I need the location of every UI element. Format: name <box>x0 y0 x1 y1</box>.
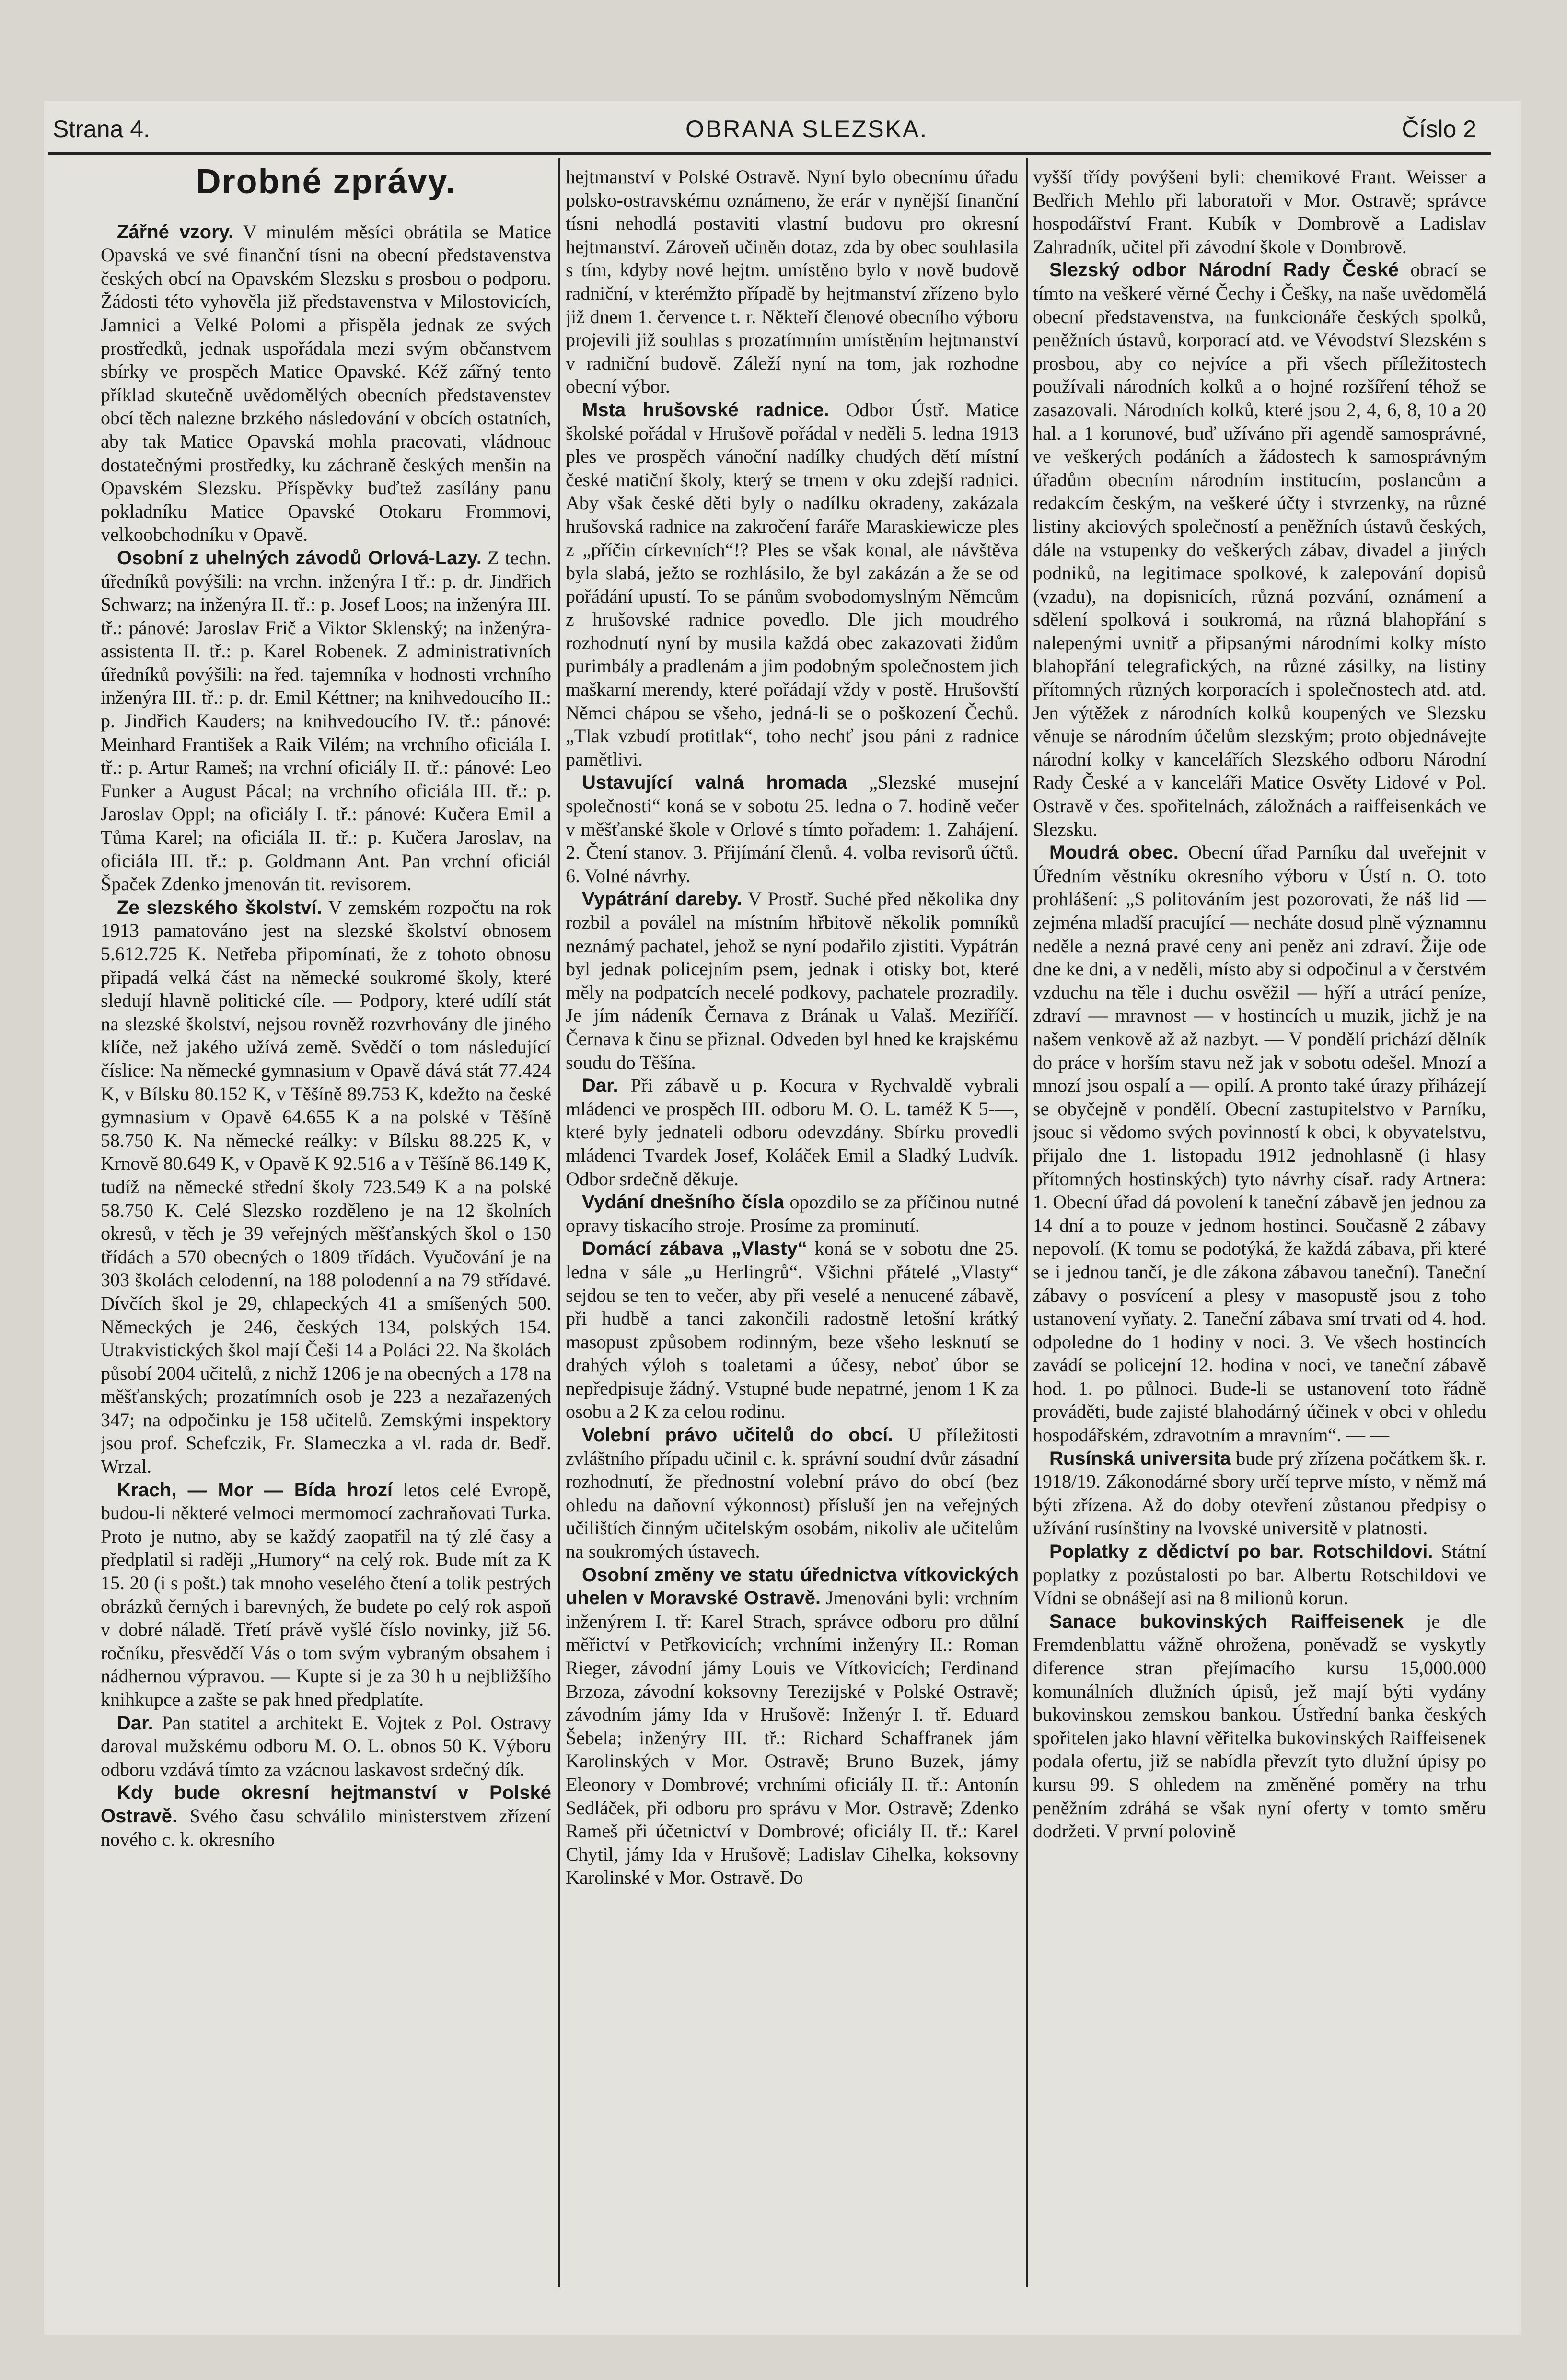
news-item-text: „Slezské musejní společnosti“ koná se v sobotu 25. ledna o 7. hodině večer v měšťanské škole v Orlové s tímto pořadem: 1. Zahájení. 2. Čtení stanov. 3. Přijímání členů. 4. volba revisorů účtů. 6. Volné návrhy. <box>566 771 1019 887</box>
news-item-heading: Vydání dnešního čísla <box>582 1191 784 1213</box>
column-divider-1 <box>558 158 560 2287</box>
news-item <box>566 887 1019 1074</box>
news-item-text: Z techn. úředníků povýšili: na vrchn. inženýra I tř.: p. dr. Jindřich Schwarz; na inženýra II. tř.: p. Josef Loos; na inženýra III. tř.: pánové: Jaroslav Frič a Viktor Sklenský; na inženýra-assistenta II. tř.: p. Karel Robenek. Z administrativních úředníků povýšili: na řed. tajemníka v hodnosti vrchního inženýra III. tř.: p. dr. Emil Kéttner; na knihvedoucího II.: p. Jindřich Kauders; na knihvedoucího IV. tř.: pánové: Meinhard František a Raik Vilém; na vrchního oficiála I. tř.: p. Artur Rameš; na vrchní oficiály II. tř.: pánové: Leo Funker a August Pácal; na vrchního oficiála III. tř.: p. Jaroslav Oppl; na oficiály I. tř.: pánové: Kučera Emil a Tůma Karel; na oficiála II. tř.: p. Kučera Jaroslav, na oficiála III. tř.: p. Goldmann Ant. Pan vrchní oficiál Špaček Zdenko jmenován tit. revisorem. <box>101 547 551 895</box>
news-item <box>101 1479 551 1712</box>
news-item-text: letos celé Evropě, budou-li některé velmoci mermomocí zachraňovati Turka. Proto je nutno, aby se každý zaopatřil na tý zlé časy a předplatil si raději „Humory“ na celý rok. Bude mít za K 15. 20 (i s pošt.) tak mnoho veselého čtení a tolik pestrých obrázků černých i barevných, že budete po celý rok aspoň v dobré náladě. Třetí právě vyšlé číslo novinky, již 56. ročníku, přesvědčí Vás o tom svým vybraným obsahem i nádhernou výpravou. — Kupte si je za 30 h u nejbližšího knihkupce a zašte se pak hned předplatíte. <box>101 1479 551 1710</box>
news-item-heading: Kdy bude okresní hejtmanství v Polské Ostravě. <box>101 1782 551 1827</box>
news-item <box>566 1074 1019 1190</box>
news-item-text: V minulém měsíci obrátila se Matice Opavská ve své finanční tísni na obecní představenstva českých obcí na Opavském Slezsku s prosbou o podporu. Žádosti této vyhověla již představenstva v Milostovicích, Jamnici a Velké Polomi a přispěla jednak ze svých prostředků, jednak uspořádala mezi svým občanstvem sbírky ve prospěch Matice Opavské. Kéž zářný tento příklad skutečně uvědomělých obecních představenstev obcí těch nalezne brzkého následování v obcích ostatních, aby tak Matice Opavská mohla pracovati, vládnouc dostatečnými prostředky, ku záchraně českých menšin na Opavském Slezsku. Příspěvky buďtež zasílány panu pokladníku Matice Opavské Otokaru Frommovi, velkoobchodníku v Opavě. <box>101 221 551 546</box>
news-item-text: V zemském rozpočtu na rok 1913 pamatováno jest na slezské školství obnosem 5.612.725 K. Netřeba připomínati, že z tohoto obnosu připadá velká část na německé soukromé školy, které sledují hlavně politické cíle. — Podpory, které udílí stát na slezské školství, nejsou rovněž rozvrhovány dle jiného klíče, než jakého užívá země. Svědčí o tom následující číslice: Na německé gymnasium v Opavě dává stát 77.424 K, v Bílsku 80.152 K, v Těšíně 89.753 K, kdežto na české gymnasium v Opavě 64.655 K a na polské v Těšíně 58.750 K. Na německé reálky: v Bílsku 88.225 K, v Krnově 80.649 K, v Opavě K 92.516 a v Těšíně 86.149 K, tudíž na německé střední školy 723.549 K a na polské 58.750 K. Celé Slezsko rozděleno je na 12 školních okresů, v těch je 39 veřejných měšťanských škol o 150 třídách a 570 obecných o 1809 třídách. Vyučování je na 303 školách celodenní, na 188 polodenní a na 79 střídavé. Dívčích škol je 29, chlapeckých 41 a smíšených 500. Německých je 246, českých 134, polských 154. Utrakvistických škol mají Češi 14 a Poláci 22. Na školách působí 2004 učitelů, z nichž 1206 je na obecných a 178 na měšťanských; prozatímních osob je 223 a nezařazených 347; na odpočinku je 158 učitelů. Zemskými inspektory jsou prof. Schefczik, Fr. Slameczka a vl. rada dr. Bedř. Wrzal. <box>101 896 551 1478</box>
news-item-heading: Rusínská universita <box>1049 1447 1231 1469</box>
news-item-text: obrací se tímto na veškeré věrné Čechy i Češky, na naše uvědomělá obecní představenstva, na funkcionáře českých spolků, peněžních ústavů, korporací atd. ve Vévodství Slezském s prosbou, aby co nejvíce a při všech příležitostech používali národních kolků a o hojné rozšíření téhož se zasazovali. Národních kolků, které jsou 2, 4, 6, 8, 10 a 20 hal. a 1 korunové, buď užíváno při agendě samosprávné, ve veškerých podáních a žádostech k samosprávným úřadům obecním národním institucím, poslancům a redakcím českým, na veškeré účty i stvrzenky, na různé listiny akciových společností a peněžních ústavů českých, dále na vstupenky do veškerých zábav, divadel a jiných podniků, na legitimace spolkové, k zalepování dopisů (vzadu), na dopisnicích, různá pozvání, oznámení a sdělení spolková i soukromá, na různá blahopřání s nalepenými uvnitř a připsanými národními kolky místo blahopřání telegrafických, na různé zásilky, na listiny přítomných různých korporacích i společnostech atd. atd. Jen výtěžek z národních kolků koupených ve Slezsku věnuje se národním účelům slezským; proto objednávejte národní kolky v kancelářích Slezského odboru Národní Rady České a v kanceláři Matice Osvěty Lidové v Pol. Ostravě v čes. spořitelnách, záložnách a raiffeisenkách ve Slezsku. <box>1033 259 1486 840</box>
news-item-heading: Ze slezského školství. <box>117 897 322 918</box>
news-item <box>101 221 551 547</box>
news-item <box>101 547 551 896</box>
news-item-text: Pan statitel a architekt E. Vojtek z Pol. Ostravy daroval mužskému odboru M. O. L. obnos 50 K. Výboru odboru vzdává tímto za vzácnou laskavost srdečný dík. <box>101 1712 551 1780</box>
news-item-heading: Domácí zábava „Vlasty“ <box>582 1238 807 1260</box>
column-divider-2 <box>1026 158 1028 2287</box>
news-item-text: U příležitosti zvláštního případu učinil c. k. správní soudní dvůr zásadní rozhodnutí, že přednostní volební právo do obcí (bez ohledu na daňovní výkonnost) přísluší jen na veřejných učilištích činným učitelským osobám, nikoliv ale učitelům na soukromých ústavech. <box>566 1424 1019 1563</box>
news-item-heading: Poplatky z dědictví po bar. Rotschildovi. <box>1049 1541 1433 1563</box>
news-item-text: koná se v sobotu dne 25. ledna v sále „u Herlingrů“. Všichni přátelé „Vlasty“ sejdou se ten to večer, aby při veselé a nenucené zábavě, při hudbě a tanci zakončili radostně letošní krátký masopust způsobem rodinným, beze všeho lesknutí se drahých výloh s toaletami a účesy, neboť úbor se nepředpisuje žádný. Vstupné bude nepatrné, jenom 1 K za osobu a 2 K za celou rodinu. <box>566 1237 1019 1423</box>
news-item-heading: Osobní z uhelných závodů Orlová-Lazy. <box>117 547 482 569</box>
news-item-heading: Vypátrání dareby. <box>582 888 743 910</box>
news-item-heading: Dar. <box>117 1712 153 1734</box>
news-item <box>1033 1540 1486 1610</box>
news-item <box>101 1781 551 1851</box>
news-item-text: bude prý zřízena počátkem šk. r. 1918/19. Zákonodárné sbory určí teprve místo, v němž má býti zřízena. Až do doby otevření zůstanou předpisy o užívání rusínštiny na lvovské universitě v platnosti. <box>1033 1447 1486 1539</box>
news-item <box>566 1237 1019 1423</box>
news-item <box>1033 165 1486 258</box>
column-2 <box>566 165 1019 2289</box>
news-item-heading: Osobní změny ve statu úřednictva vítkovických uhelen v Moravské Ostravě. <box>566 1564 1019 1609</box>
news-item-heading: Slezský odbor Národní Rady České <box>1049 259 1399 281</box>
header-rule <box>48 152 1491 155</box>
column-3 <box>1033 165 1486 2289</box>
news-item <box>1033 1610 1486 1843</box>
news-item-heading: Krach, — Mor — Bída hrozí <box>117 1479 393 1501</box>
news-item <box>101 1712 551 1782</box>
news-item-heading: Zářné vzory. <box>117 221 234 243</box>
news-item-heading: Msta hrušovské radnice. <box>582 399 829 420</box>
news-item <box>1033 841 1486 1447</box>
news-item-text: Při zábavě u p. Kocura v Rychvaldě vybrali mládenci ve prospěch III. odboru M. O. L. taméž K 5-—, které byly jednateli odboru odevzdány. Sbírku provedli mládenci Tvardek Josef, Koláček Emil a Sladký Ludvík. Odbor srdečně děkuje. <box>566 1074 1019 1190</box>
news-item-text: je dle Fremdenblattu vážně ohrožena, poněvadž se vyskytly diference stran přejímacího kursu 15,000.000 komunálních dlužních úpisů, jež mají býti vydány bukovinskou zemskou bankou. Ústřední banka českých spořitelen jako hlavní věřitelka bukovinských Raiffeisenek podala ofertu, již se nabídla převzít tyto dlužní úpisy po kursu 99. S ohledem na změněné poměry na trhu peněžním zdráhá se však nyní oferty v tomto směru dodržeti. V první polovině <box>1033 1610 1486 1842</box>
news-item <box>566 398 1019 771</box>
news-item <box>101 896 551 1479</box>
news-item <box>1033 258 1486 841</box>
news-item <box>566 771 1019 887</box>
news-item-text: vyšší třídy povýšeni byli: chemikové Frant. Weisser a Bedřich Mehlo při laboratoři v Mor. Ostravě; správce hospodářství Frant. Kubík v Dombrově a Ladislav Zahradník, učitel při závodní škole v Dombrově. <box>1033 166 1486 257</box>
news-item-text: V Prostř. Suché před několika dny rozbil a poválel na místním hřbitově několik pomníků neznámý pachatel, jehož se nyní podařilo zjistiti. Vypátrán byl jednak policejním psem, jednak i otisky bot, které měly na podpatcích necelé podkovy, pachatele prozradily. Je jím nádeník Černava z Brának u Valaš. Meziříčí. Černava k činu se přiznal. Odveden byl hned ke krajskému soudu do Těšína. <box>566 888 1019 1073</box>
news-item-heading: Dar. <box>582 1075 618 1097</box>
news-item-text: Státní poplatky z pozůstalosti po bar. Albertu Rotschildovi ve Vídni se obnášejí asi na 8 milionů korun. <box>1033 1540 1486 1609</box>
news-item <box>566 1563 1019 1890</box>
news-item-heading: Volební právo učitelů do obcí. <box>582 1424 894 1446</box>
page-number: Strana 4. <box>53 116 150 142</box>
news-item-text: Obecní úřad Parníku dal uveřejnit v Úředním věstníku okresního výboru v Ústí n. O. toto prohlášení: „S politováním jest pozorovati, že náš lid — zejména mladší pracující — necháte dosud plně významnu neděle a nezná pravé ceny ani peněz ani zdraví. Žije ode dne ke dni, a v neděli, místo aby si odpočinul a v čerstvém vzduchu na těle i duchu osvěžil — hýří a utrácí peníze, zdraví — mravnost — v hostincích u muzik, jichž je na našem venkově až až nazbyt. — V pondělí prichází dělník do práce v horším stavu než jak v sobotu odešel. Mnozí a mnozí jsou ospalí a — opilí. A pronto také úrazy přiházejí se obyčejně v pondělí. Obecní zastupitelstvo v Parníku, jsouc si vědomo svých povinností k obci, k obyvatelstvu, přijalo dne 1. listopadu 1912 jednohlasně (i hlasy přítomných hostinských) tyto návrhy císař. rady Artnera: 1. Obecní úřad dá povolení k taneční zábavě jen jednou za 14 dní a to pouze v jednom hostinci. Současně 2 zábavy nepovolí. (K tomu se podotýká, že každá zábava, při které se i jednou tančí, je dle zákona zábavou taneční). Taneční zábavy o posvícení a plesy v masopustě jsou z toho ustanovení vyňaty. 2. Taneční zábava smí trvati od 4. hod. odpoledne do 1 hodiny v noci. 3. Ve všech hostincích zavádí se policejní 12. hodina v noci, ve taneční zábavě hod. 1. po půlnoci. Bude-li se ustanovení toto řádně prováděti, bude zajisté blahodárný účinek v obci v ohledu hospodářském, zdravotním a mravním“. — — <box>1033 841 1486 1446</box>
section-title: Drobné zprávy. <box>196 165 456 201</box>
news-item <box>1033 1447 1486 1540</box>
issue-number: Číslo 2 <box>1402 116 1476 142</box>
news-item <box>566 1423 1019 1563</box>
news-item <box>566 165 1019 398</box>
column-1 <box>101 165 551 2289</box>
page-header <box>53 110 1491 153</box>
news-item <box>566 1190 1019 1237</box>
news-item-heading: Moudrá obec. <box>1049 842 1179 863</box>
newspaper-title: OBRANA SLEZSKA. <box>685 116 929 142</box>
news-item-text: opozdilo se za příčinou nutné opravy tiskacího stroje. Prosíme za prominutí. <box>566 1191 1019 1236</box>
news-item-text: Jmenováni byli: vrchním inženýrem I. tř: Karel Strach, správce odboru pro důlní měřictví v Petřkovicích; vrchními inženýry II.: Roman Rieger, závodní jámy Louis ve Vítkovicích; Ferdinand Brzoza, závodní koksovny Terezijské v Polské Ostravě; závodním jámy Ida v Hrušově: Inženýr I. tř. Eduard Šebela; inženýry III. tř.: Richard Schaffranek jám Karolinských v Mor. Ostravě; Bruno Buzek, jámy Eleonory v Dombrové; vrchními oficiály II. tř.: Antonín Sedláček, při odboru pro správu v Mor. Ostravě; Zdenko Rameš při účetnictví v Dombrové; oficiály II. tř.: Karel Chytil, jámy Ida v Hrušově; Ladislav Cihelka, koksovny Karolinské v Mor. Ostravě. Do <box>566 1587 1019 1889</box>
news-item-text: Svého času schválilo ministerstvem zřízení nového c. k. okresního <box>101 1805 551 1850</box>
news-item-text: hejtmanství v Polské Ostravě. Nyní bylo obecnímu úřadu polsko-ostravskému oznámeno, že erár v nynější finanční tísni nehodlá postaviti vlastní budovu pro okresní hejtmanství. Zároveň učiněn dotaz, zda by obec souhlasila s tím, kdyby nové hejtm. umístěno bylo v nově budově radniční, v kterémžto případě by hejtmanství zřízeno bylo již dnem 1. července t. r. Někteří členové obecního výboru projevili již souhlas s prozatímním umístěním hejtmanství v radniční budově. Záleží nyní na tom, jak rozhodne obecní výbor. <box>566 166 1019 397</box>
news-item-text: Odbor Ústř. Matice školské pořádal v Hrušově pořádal v neděli 5. ledna 1913 ples ve prospěch vánoční nadílky chudých dětí místní české matiční školy, který se trnem v oku zdejší radnici. Aby však české děti byly o nadílku okradeny, zakázala hrušovská radnice na zakročení faráře Maraskiewicze ples z „příčin církevních“!? Ples se však konal, ale návštěva byla slabá, ježto se rozhlásilo, že byl zakázán a že se od pořádání upustí. To se pánům svobodomyslným Němcům z hrušovské radnice povedlo. Dle jich moudrého rozhodnutí nyní by musila každá obec zakazovati židům purimbály a pradlenám a jim podobným společnostem jich maškarní merendy, které pořádají vždy v postě. Hrušovští Němci chápou se všeho, jedná-li se o poškození Čechů. „Tlak vzbudí protitlak“, toho nechť jsou páni z radnice pamětlivi. <box>566 398 1019 770</box>
news-item-heading: Sanace bukovinských Raiffeisenek <box>1049 1610 1404 1632</box>
news-item-heading: Ustavující valná hromada <box>582 772 847 793</box>
